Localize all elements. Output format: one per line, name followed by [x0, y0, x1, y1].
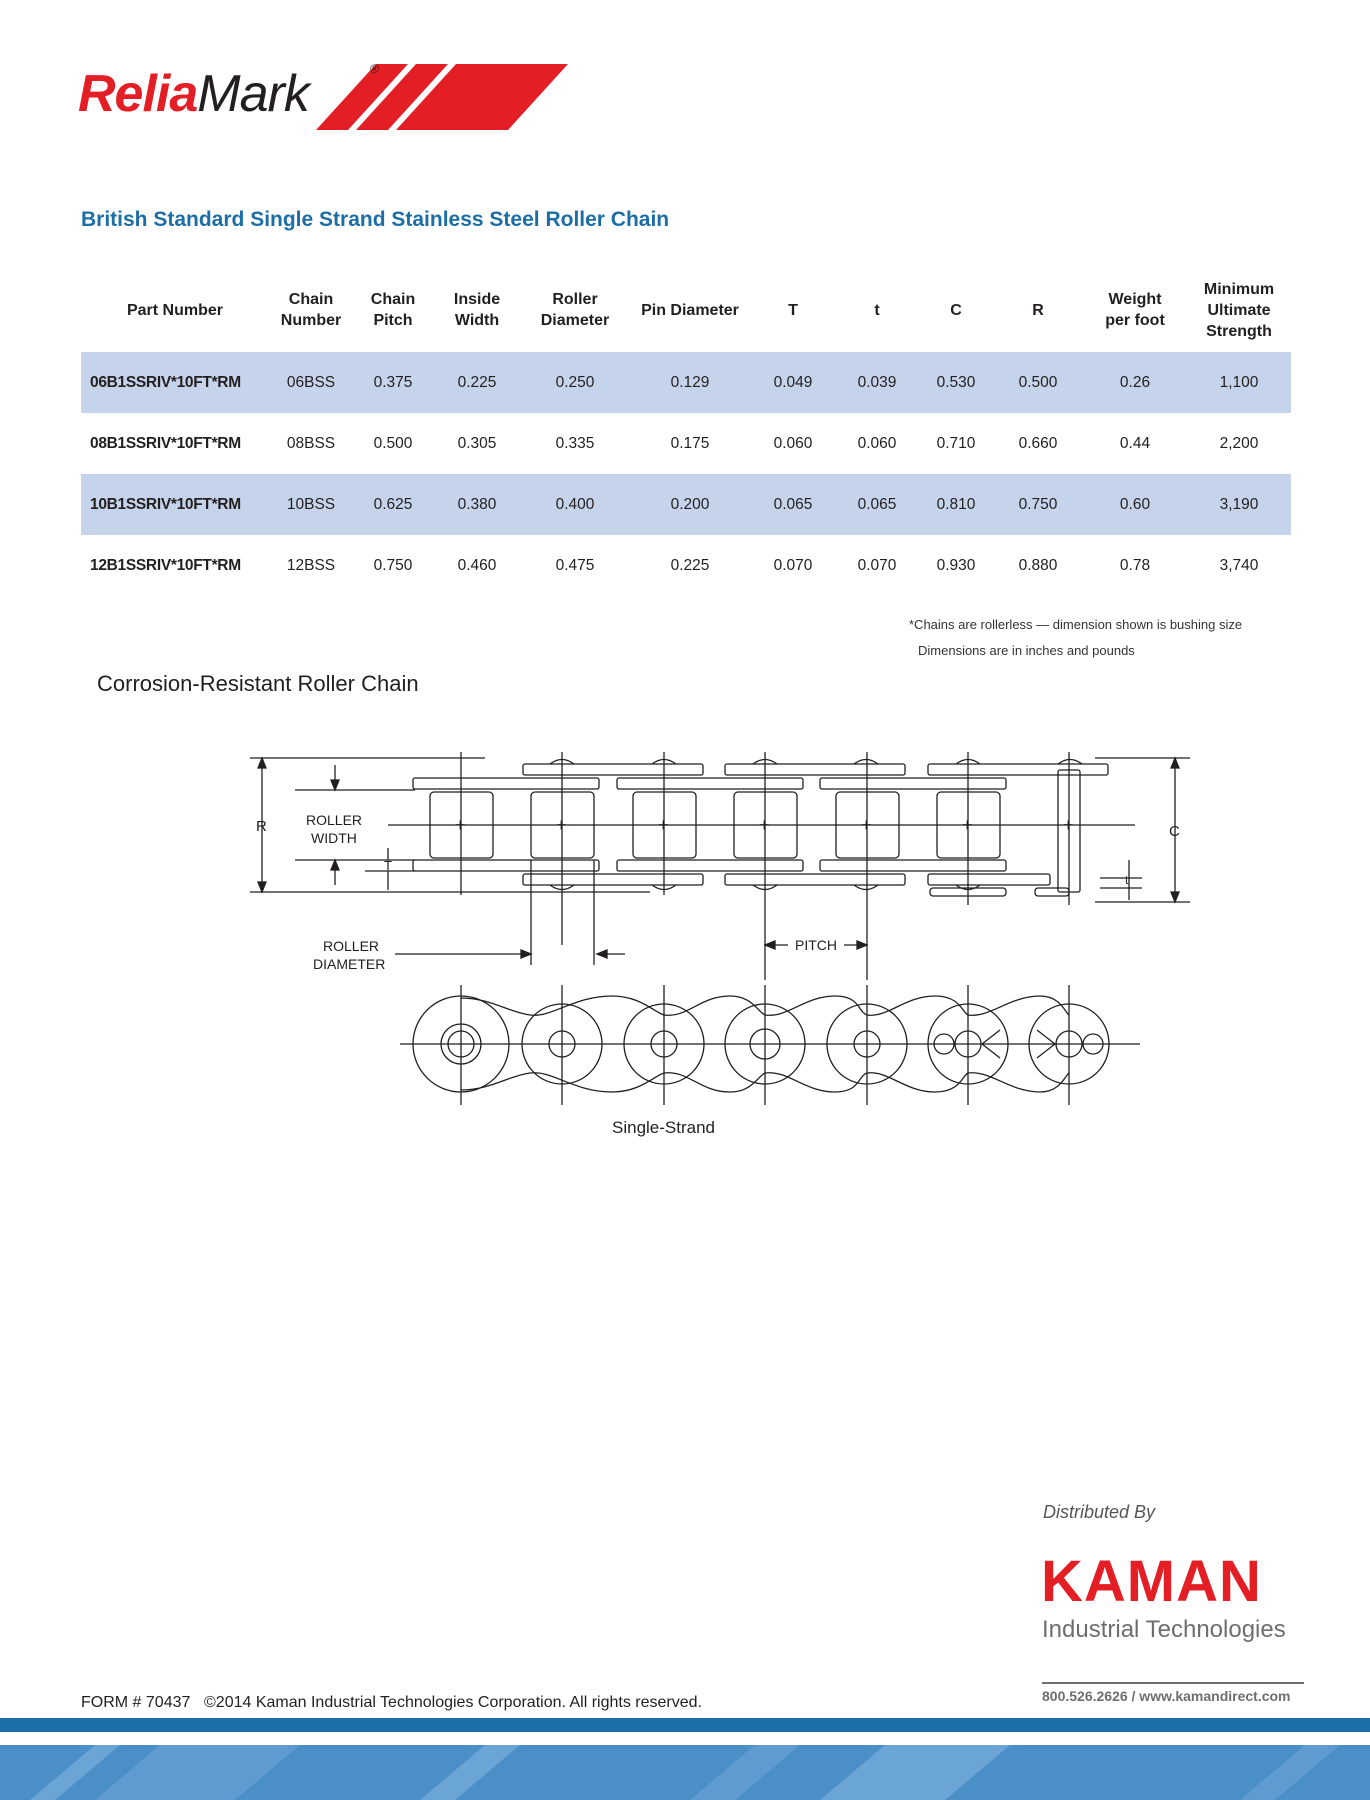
header-strength: Minimum Ultimate Strength [1203, 280, 1275, 340]
cell-width: 0.225 [433, 352, 521, 413]
reliamark-logo [78, 60, 498, 140]
footer-stripes [0, 1745, 1370, 1800]
cell-R: 0.500 [993, 352, 1083, 413]
cell-chain: 06BSS [269, 352, 353, 413]
label-roller-width-1: ROLLER [306, 812, 363, 828]
kaman-logo: KAMAN [1041, 1549, 1262, 1614]
cell-width: 0.380 [433, 474, 521, 535]
table-row [81, 474, 1291, 535]
label-C: C [1169, 823, 1180, 840]
contact-info: 800.526.2626 / www.kamandirect.com [1042, 1688, 1291, 1704]
rollerless-note: *Chains are rollerless — dimension shown is bushing size [909, 617, 1243, 632]
cell-t: 0.070 [835, 535, 919, 596]
footer-band-thin [0, 1718, 1370, 1732]
distributed-by-label: Distributed By [1043, 1502, 1156, 1522]
svg-text:+: + [1063, 815, 1074, 835]
form-number: FORM # 70437 [81, 1694, 191, 1711]
top-view [250, 752, 1190, 980]
cell-T: 0.065 [751, 474, 835, 535]
cell-R: 0.750 [993, 474, 1083, 535]
cell-pin: 0.129 [629, 352, 751, 413]
cell-T: 0.049 [751, 352, 835, 413]
cell-pitch: 0.375 [353, 352, 433, 413]
cell-T: 0.070 [751, 535, 835, 596]
cell-roller: 0.250 [521, 352, 629, 413]
label-roller-width-2: WIDTH [311, 830, 357, 846]
label-pitch: PITCH [795, 937, 837, 953]
header-chain-number: Chain Number [280, 291, 342, 329]
header-weight: Weight per foot [1105, 291, 1165, 329]
section-title: Corrosion-Resistant Roller Chain [97, 671, 419, 696]
cell-weight: 0.44 [1083, 413, 1187, 474]
header-roller-diameter: Roller Diameter [540, 291, 610, 329]
header-part-number: Part Number [126, 301, 224, 319]
cell-part: 06B1SSRIV*10FT*RM [81, 352, 269, 413]
units-note: Dimensions are in inches and pounds [918, 643, 1135, 658]
cell-chain: 08BSS [269, 413, 353, 474]
table-row [81, 413, 1291, 474]
contact-divider [1042, 1682, 1304, 1684]
kaman-subtitle: Industrial Technologies [1042, 1616, 1286, 1643]
svg-text:+: + [658, 815, 669, 835]
cell-R: 0.880 [993, 535, 1083, 596]
cell-width: 0.305 [433, 413, 521, 474]
cell-part: 10B1SSRIV*10FT*RM [81, 474, 269, 535]
label-T: T [384, 858, 392, 873]
cell-chain: 12BSS [269, 535, 353, 596]
cell-width: 0.460 [433, 535, 521, 596]
svg-text:+: + [455, 815, 466, 835]
registered-mark: ® [370, 62, 379, 76]
svg-text:+: + [861, 815, 872, 835]
header-R: R [1032, 301, 1044, 319]
cell-t: 0.065 [835, 474, 919, 535]
cell-t: 0.060 [835, 413, 919, 474]
header-pin-diameter: Pin Diameter [641, 301, 739, 319]
cell-pitch: 0.500 [353, 413, 433, 474]
table-header-row [81, 268, 1291, 352]
cell-roller: 0.475 [521, 535, 629, 596]
cell-C: 0.930 [919, 535, 993, 596]
footer-band-wide [0, 1745, 1370, 1800]
logo-wordmark: ReliaMark [78, 65, 309, 123]
cell-pin: 0.225 [629, 535, 751, 596]
cell-strength: 2,200 [1187, 413, 1291, 474]
cell-t: 0.039 [835, 352, 919, 413]
cell-weight: 0.78 [1083, 535, 1187, 596]
table-row [81, 352, 1291, 413]
label-roller-diameter-2: DIAMETER [313, 956, 386, 972]
diagram-caption: Single-Strand [612, 1118, 716, 1137]
cell-C: 0.530 [919, 352, 993, 413]
cell-strength: 3,740 [1187, 535, 1291, 596]
cell-strength: 3,190 [1187, 474, 1291, 535]
cell-pin: 0.200 [629, 474, 751, 535]
svg-text:+: + [962, 815, 973, 835]
header-chain-pitch: Chain Pitch [370, 291, 416, 329]
cell-roller: 0.335 [521, 413, 629, 474]
cell-C: 0.810 [919, 474, 993, 535]
cell-pitch: 0.750 [353, 535, 433, 596]
header-t: t [874, 301, 880, 319]
cell-part: 08B1SSRIV*10FT*RM [81, 413, 269, 474]
cell-pitch: 0.625 [353, 474, 433, 535]
header-T: T [788, 301, 798, 319]
cell-chain: 10BSS [269, 474, 353, 535]
cell-part: 12B1SSRIV*10FT*RM [81, 535, 269, 596]
svg-text:+: + [556, 815, 567, 835]
cell-strength: 1,100 [1187, 352, 1291, 413]
cell-weight: 0.26 [1083, 352, 1187, 413]
cell-roller: 0.400 [521, 474, 629, 535]
chain-diagram [240, 740, 1200, 1110]
side-view [400, 985, 1140, 1105]
copyright-notice: ©2014 Kaman Industrial Technologies Corporation. All rights reserved. [204, 1694, 702, 1711]
cell-R: 0.660 [993, 413, 1083, 474]
table-row [81, 535, 1291, 596]
cell-T: 0.060 [751, 413, 835, 474]
label-roller-diameter-1: ROLLER [323, 938, 380, 954]
document-title: British Standard Single Strand Stainless Steel Roller Chain [81, 208, 670, 231]
svg-text:+: + [759, 815, 770, 835]
logo-stripes [298, 64, 568, 134]
label-t: t [1125, 873, 1129, 887]
cell-weight: 0.60 [1083, 474, 1187, 535]
label-R: R [256, 818, 267, 835]
cell-C: 0.710 [919, 413, 993, 474]
cell-pin: 0.175 [629, 413, 751, 474]
header-C: C [950, 301, 962, 319]
spec-table [81, 268, 1291, 596]
header-inside-width: Inside Width [453, 291, 501, 329]
